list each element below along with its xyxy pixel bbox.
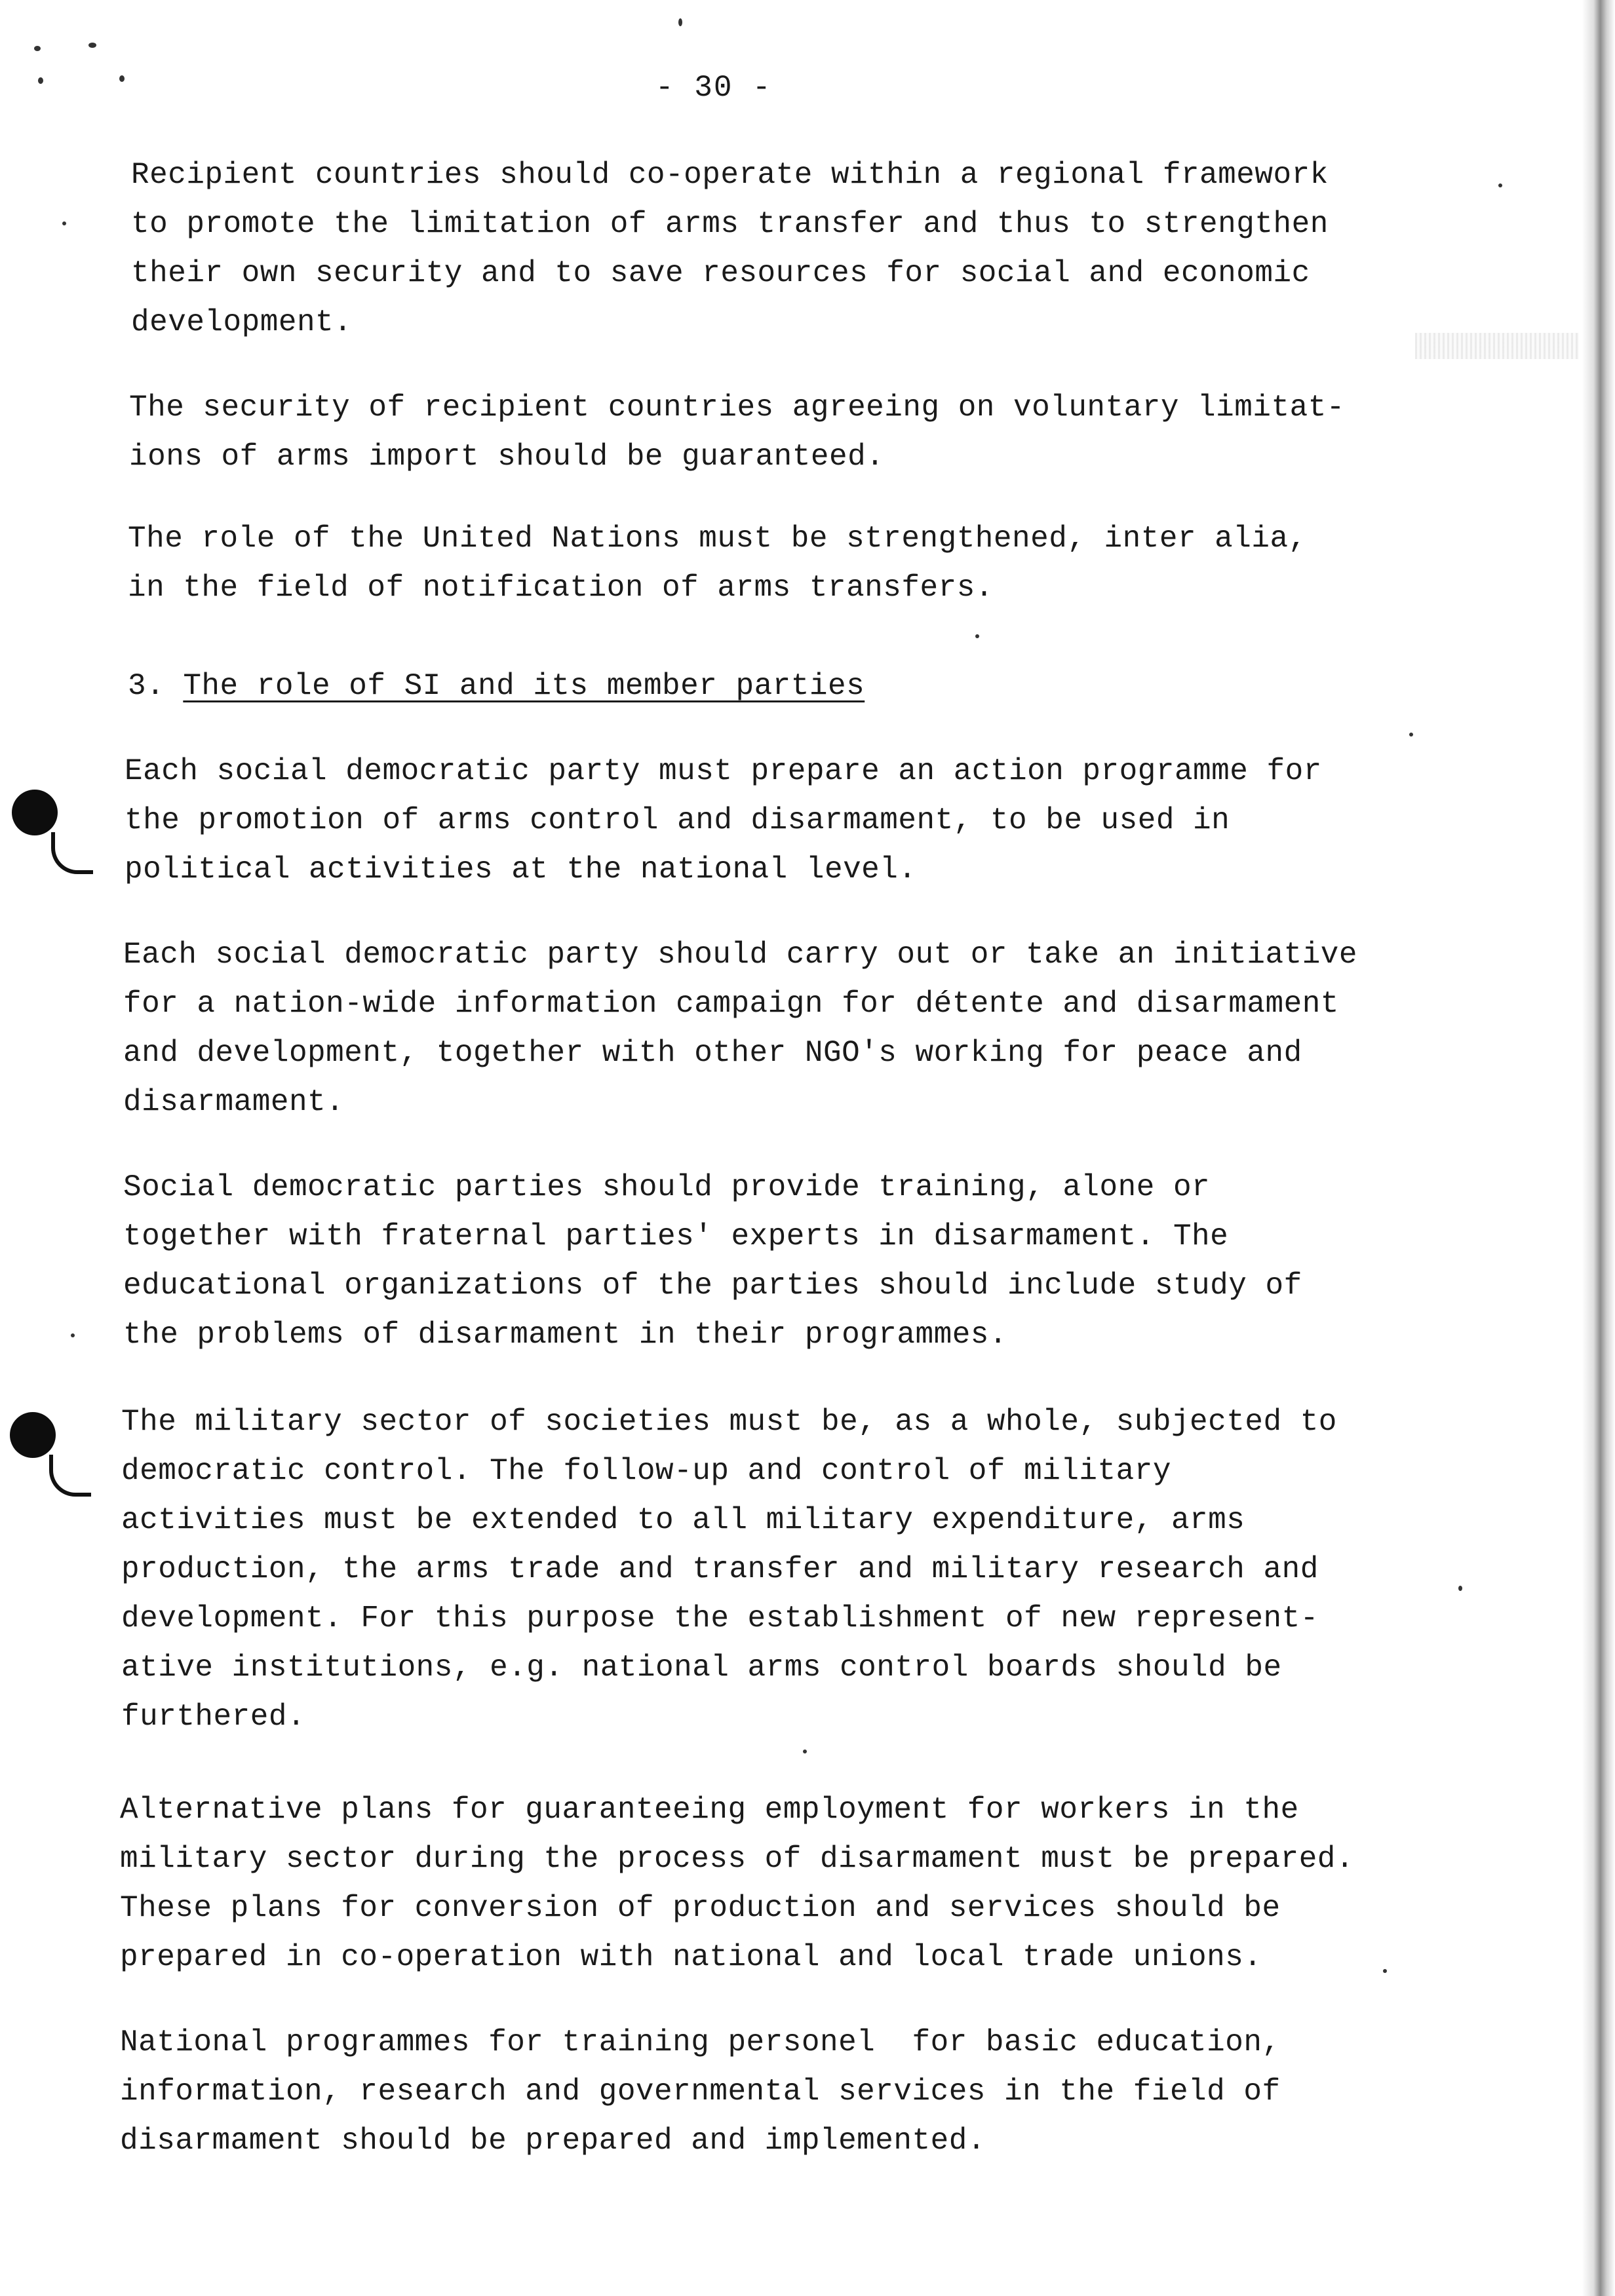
scan-speck [88, 43, 96, 48]
page-number: - 30 - [655, 71, 772, 105]
paragraph-line: information, research and governmental services in the field of [120, 2075, 1281, 2109]
scan-speck [38, 77, 43, 84]
punch-hole [10, 1412, 56, 1458]
paragraph-line: The military sector of societies must be, as a whole, subjected to [121, 1405, 1337, 1439]
paragraph-line: Each social democratic party should carry out or take an initiative [123, 938, 1358, 972]
scan-speck [119, 75, 125, 82]
paragraph-military-sector-control [121, 1398, 1337, 1742]
section-heading [128, 662, 865, 711]
paragraph-line: These plans for conversion of production and services should be [120, 1891, 1281, 1925]
paragraph-line: Each social democratic party must prepare an action programme for [125, 754, 1322, 788]
paragraph-line: the problems of disarmament in their programmes. [123, 1318, 1008, 1352]
paragraph-line: activities must be extended to all military expenditure, arms [121, 1503, 1245, 1537]
scan-speck [71, 1333, 75, 1337]
paragraph-line: Alternative plans for guaranteeing employment for workers in the [120, 1793, 1299, 1827]
section-title: The role of SI and its member parties [183, 669, 865, 703]
paragraph-line: The role of the United Nations must be strengthened, inter alia, [128, 522, 1307, 556]
punch-hole-mark [49, 1455, 91, 1497]
paragraph-security-guarantee [129, 383, 1345, 482]
scan-speck [975, 634, 979, 638]
punch-hole [12, 790, 58, 835]
paragraph-action-programme [125, 747, 1322, 894]
paragraph-line: disarmament should be prepared and implemented. [120, 2124, 986, 2158]
paragraph-line: National programmes for training personel for basic education, [120, 2025, 1281, 2059]
paragraph-line: military sector during the process of disarmament must be prepared. [120, 1842, 1355, 1876]
paragraph-line: disarmament. [123, 1085, 345, 1119]
paragraph-line: political activities at the national level. [125, 852, 917, 887]
paragraph-line: development. [131, 305, 353, 339]
paragraph-information-campaign [123, 930, 1357, 1127]
scan-speck [678, 18, 682, 26]
scan-speck [1383, 1969, 1387, 1973]
paragraph-line: together with fraternal parties' experts in disarmament. The [123, 1219, 1229, 1253]
scan-speck [1458, 1586, 1462, 1591]
paragraph-line: Recipient countries should co-operate within a regional framework [131, 158, 1329, 192]
scan-edge-shadow [1582, 0, 1615, 2296]
scan-artifact-strip [1415, 333, 1579, 359]
paragraph-line: production, the arms trade and transfer and military research and [121, 1552, 1319, 1586]
paragraph-national-programmes [120, 2018, 1281, 2166]
paragraph-line: the promotion of arms control and disarmament, to be used in [125, 803, 1230, 837]
scan-speck [1498, 183, 1502, 187]
paragraph-line: educational organizations of the parties should include study of [123, 1269, 1302, 1303]
paragraph-line: development. For this purpose the establishment of new represent- [121, 1601, 1319, 1636]
scan-speck [62, 221, 66, 225]
scan-speck [1409, 733, 1413, 737]
paragraph-line: Social democratic parties should provide training, alone or [123, 1170, 1211, 1204]
paragraph-line: for a nation-wide information campaign for détente and disarmament [123, 987, 1339, 1021]
paragraph-recipient-cooperation [131, 151, 1329, 347]
paragraph-line: prepared in co-operation with national and local trade unions. [120, 1940, 1262, 1974]
paragraph-united-nations-role [128, 514, 1307, 613]
paragraph-line: in the field of notification of arms transfers. [128, 571, 994, 605]
section-number: 3. [128, 669, 165, 703]
paragraph-line: ative institutions, e.g. national arms control boards should be [121, 1651, 1282, 1685]
paragraph-line: furthered. [121, 1700, 306, 1734]
paragraph-line: and development, together with other NGO's working for peace and [123, 1036, 1302, 1070]
paragraph-line: democratic control. The follow-up and control of military [121, 1454, 1171, 1488]
paragraph-training [123, 1163, 1302, 1360]
paragraph-line: to promote the limitation of arms transfer and thus to strengthen [131, 207, 1329, 241]
paragraph-alternative-employment [120, 1786, 1354, 1982]
paragraph-line: their own security and to save resources for social and economic [131, 256, 1310, 290]
paragraph-line: The security of recipient countries agreeing on voluntary limitat- [129, 391, 1345, 425]
scan-speck [803, 1750, 807, 1753]
paragraph-line: ions of arms import should be guaranteed. [129, 440, 885, 474]
punch-hole-mark [51, 832, 93, 874]
scan-speck [34, 46, 41, 51]
